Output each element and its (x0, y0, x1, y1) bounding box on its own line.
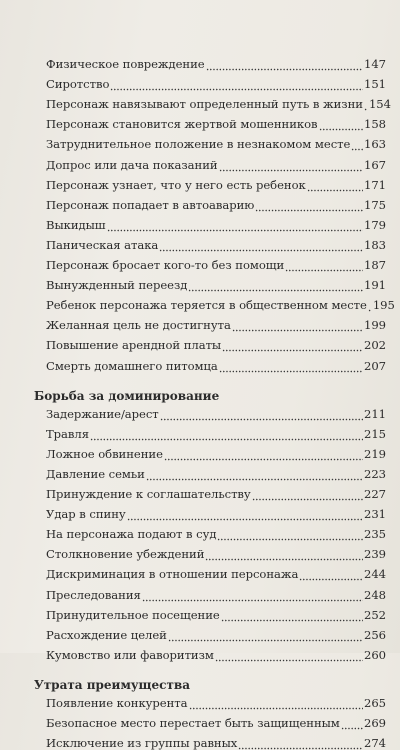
entry-title: Персонаж становится жертвой мошенников (46, 117, 318, 132)
dot-leader (205, 547, 363, 561)
toc-entry[interactable] (46, 690, 386, 710)
dot-leader (189, 696, 363, 710)
entry-page-number: 154 (368, 97, 391, 112)
dot-leader (110, 77, 363, 91)
toc-entry[interactable] (46, 501, 386, 521)
entry-page-number: 187 (364, 258, 386, 272)
toc-entry[interactable] (46, 582, 386, 602)
toc-entry[interactable] (46, 71, 386, 91)
toc-entry[interactable] (46, 710, 386, 730)
dot-leader (146, 467, 363, 481)
toc-entry[interactable] (46, 401, 386, 421)
toc-entry[interactable] (46, 292, 395, 313)
entry-page-number: 179 (364, 217, 386, 232)
dot-leader (221, 608, 363, 622)
entry-title: Расхождение целей (46, 627, 167, 642)
toc-entry[interactable] (46, 51, 386, 71)
dot-leader (364, 97, 368, 111)
entry-title: Повышение арендной платы (46, 338, 222, 353)
entry-page-number: 239 (364, 547, 386, 562)
entry-page-number: 244 (364, 567, 386, 582)
entry-title: Персонаж узнает, что у него есть ребенок (46, 177, 306, 192)
dot-leader (368, 298, 372, 312)
entry-title: Допрос или дача показаний (46, 157, 218, 172)
toc-entry[interactable] (46, 353, 386, 373)
entry-page-number: 163 (364, 137, 386, 152)
entry-title: Персонаж попадает в автоаварию (46, 197, 255, 212)
entry-page-number: 269 (364, 716, 386, 730)
toc-entry[interactable] (46, 152, 386, 172)
dot-leader (238, 736, 363, 750)
dot-leader (217, 527, 363, 541)
dot-leader (215, 648, 363, 662)
dot-leader (159, 238, 363, 252)
entry-page-number: 231 (364, 507, 386, 522)
toc-entry[interactable] (46, 642, 386, 662)
entry-title: Безопасное место перестает быть защищенным (46, 716, 340, 730)
toc-entry[interactable] (46, 172, 386, 192)
dot-leader (188, 278, 363, 292)
entry-title: Преследования (46, 587, 141, 602)
dot-leader (341, 716, 363, 730)
toc-entry[interactable] (46, 252, 386, 272)
entry-page-number: 202 (364, 338, 386, 353)
entry-title: Затруднительное положение в незнакомом месте (46, 137, 351, 152)
entry-page-number: 191 (364, 278, 386, 293)
entry-page-number: 252 (364, 607, 386, 622)
dot-leader (206, 57, 363, 71)
entry-title: Ребенок персонажа теряется в общественном месте (46, 298, 367, 313)
dot-leader (219, 359, 363, 373)
dot-leader (90, 427, 363, 441)
entry-title: Давление семьи (46, 466, 145, 481)
toc-entry[interactable] (46, 561, 386, 581)
toc-entry[interactable] (46, 212, 386, 232)
dot-leader (255, 198, 363, 212)
toc-entry[interactable] (46, 192, 386, 212)
entry-title: Персонаж бросает кого-то без помощи (46, 258, 285, 272)
entry-page-number: 223 (364, 466, 386, 481)
entry-page-number: 183 (364, 237, 386, 252)
entry-page-number: 235 (364, 527, 386, 542)
entry-page-number: 199 (364, 318, 386, 333)
dot-leader (127, 507, 363, 521)
toc-entry[interactable] (46, 232, 386, 252)
toc-entry[interactable] (46, 131, 386, 151)
toc-entry[interactable] (46, 481, 386, 501)
dot-leader (351, 137, 363, 151)
entry-page-number: 147 (364, 57, 386, 71)
entry-title: Ложное обвинение (46, 446, 163, 461)
dot-leader (285, 258, 363, 272)
toc-entry[interactable] (46, 602, 386, 622)
entry-title: Столкновение убеждений (46, 547, 205, 562)
entry-page-number: 260 (364, 647, 386, 662)
entry-page-number: 171 (364, 177, 386, 192)
dot-leader (307, 178, 363, 192)
section-heading: Борьба за доминирование (34, 388, 220, 403)
dot-leader (168, 628, 363, 642)
entry-title: Травля (46, 426, 89, 441)
toc-entry[interactable] (46, 312, 386, 332)
entry-page-number: 211 (364, 406, 386, 421)
entry-page-number: 265 (364, 695, 386, 710)
entry-title: Физическое повреждение (46, 57, 205, 71)
entry-title: Персонаж навязывают определенный путь в жизни (46, 97, 363, 112)
dot-leader (232, 318, 363, 332)
dot-leader (160, 407, 363, 421)
entry-page-number: 151 (364, 77, 386, 92)
toc-entry[interactable] (46, 730, 386, 750)
entry-page-number: 227 (364, 487, 386, 501)
dot-leader (107, 218, 364, 232)
entry-page-number: 158 (364, 117, 386, 132)
toc-entry[interactable] (46, 622, 386, 642)
entry-page-number: 207 (364, 358, 386, 373)
entry-title: Желанная цель не достигнута (46, 318, 231, 333)
entry-title: Вынужденный переезд (46, 278, 188, 293)
entry-title: Паническая атака (46, 237, 159, 252)
dot-leader (222, 338, 363, 352)
entry-title: Принудительное посещение (46, 607, 220, 622)
toc-entry[interactable] (46, 461, 386, 481)
toc-entry[interactable] (46, 441, 386, 461)
entry-title: Смерть домашнего питомца (46, 358, 218, 373)
entry-page-number: 215 (364, 426, 386, 441)
entry-title: Принуждение к соглашательству (46, 487, 251, 501)
dot-leader (252, 487, 363, 501)
entry-title: Кумовство или фаворитизм (46, 647, 214, 662)
entry-page-number: 219 (364, 446, 386, 461)
entry-title: Исключение из группы равных (46, 736, 238, 750)
toc-entry[interactable] (46, 91, 391, 112)
toc-entry[interactable] (46, 541, 386, 561)
dot-leader (142, 588, 363, 602)
entry-title: Появление конкурента (46, 695, 188, 710)
toc-entry[interactable] (46, 332, 386, 352)
dot-leader (219, 158, 363, 172)
entry-page-number: 167 (364, 157, 386, 172)
entry-page-number: 175 (364, 197, 386, 212)
toc-entry[interactable] (46, 521, 386, 541)
toc-entry[interactable] (46, 421, 386, 441)
entry-title: Сиротство (46, 77, 110, 92)
entry-page-number: 274 (364, 736, 386, 750)
entry-title: Дискриминация в отношении персонажа (46, 567, 299, 582)
entry-title: Удар в спину (46, 507, 126, 522)
dot-leader (319, 117, 364, 131)
dot-leader (164, 447, 363, 461)
entry-page-number: 248 (364, 587, 386, 602)
entry-title: Задержание/арест (46, 406, 159, 421)
entry-title: На персонажа подают в суд (46, 527, 217, 542)
entry-page-number: 256 (364, 627, 386, 642)
toc-entry[interactable] (46, 111, 386, 131)
dot-leader (299, 567, 363, 581)
entry-title: Выкидыш (46, 217, 106, 232)
section-heading: Утрата преимущества (34, 677, 191, 692)
toc-entry[interactable] (46, 272, 386, 292)
entry-page-number: 195 (372, 298, 395, 313)
